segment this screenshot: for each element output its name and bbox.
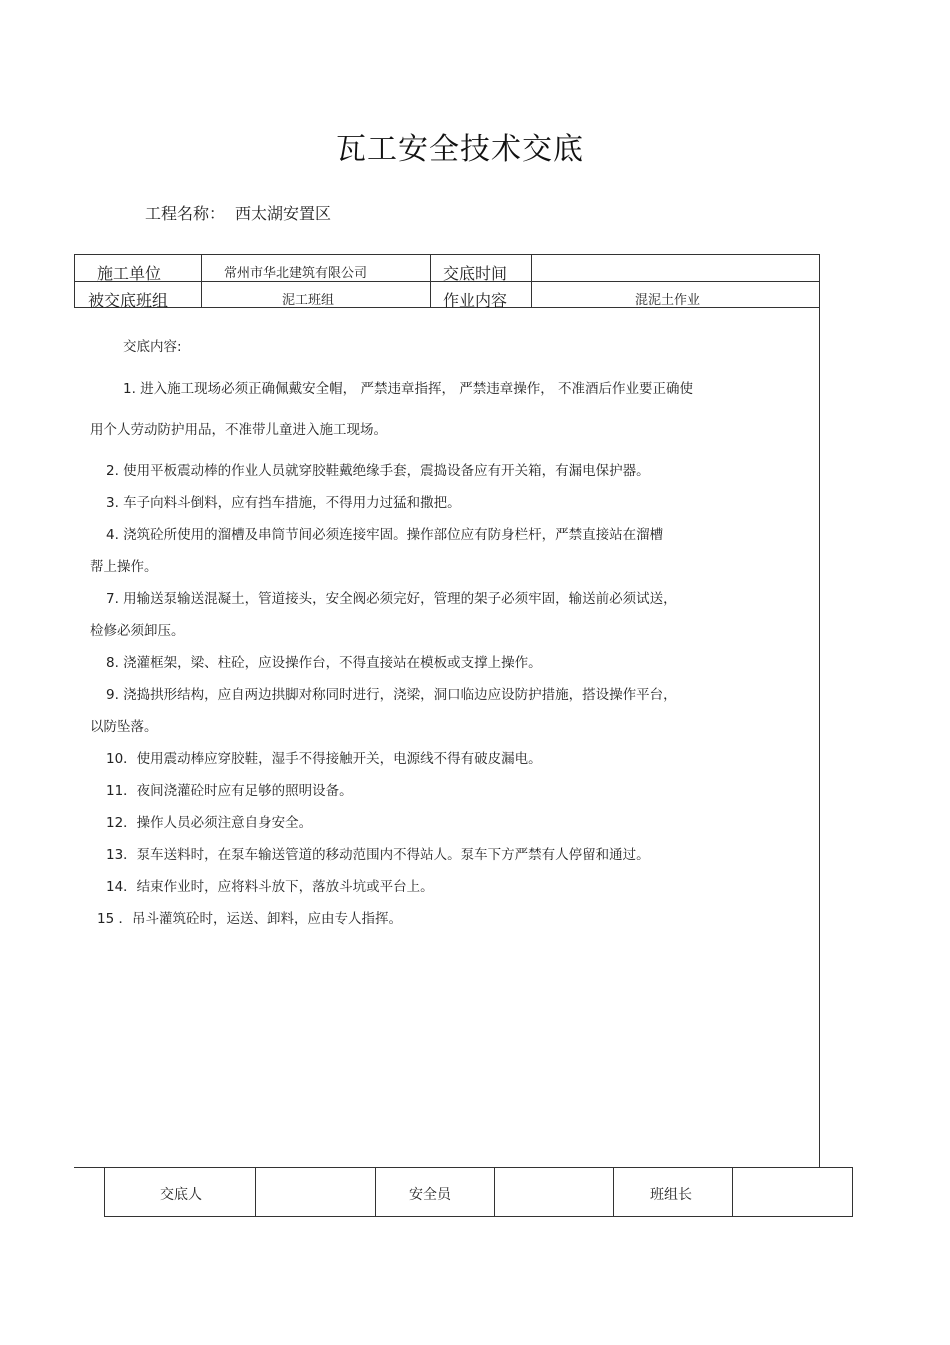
content-line: 1. 进入施工现场必须正确佩戴安全帽， 严禁违章指挥， 严禁违章操作， 不准酒后作业要正确使 (123, 381, 694, 397)
content-line: 4. 浇筑砼所使用的溜槽及串筒节间必须连接牢固。操作部位应有防身栏杆，严禁直接站在溜槽 (106, 527, 664, 543)
content-line: 2. 使用平板震动棒的作业人员就穿胶鞋戴绝缘手套，震捣设备应有开关箱，有漏电保护器。 (106, 463, 650, 479)
construction-unit-value: 常州市华北建筑有限公司 (224, 266, 368, 281)
disclosure-time-label: 交底时间 (443, 264, 508, 283)
document-title: 瓦工安全技术交底 (336, 132, 584, 167)
table-top-border (74, 254, 820, 255)
signature-left-border (104, 1167, 105, 1217)
table-left-border (74, 254, 75, 308)
content-heading: 交底内容: (123, 339, 182, 355)
signature-divider-2 (375, 1167, 376, 1217)
project-line (145, 201, 331, 224)
content-line: 14．结束作业时，应将料斗放下，落放斗坑或平台上。 (106, 879, 434, 895)
content-line: 用个人劳动防护用品，不准带儿童进入施工现场。 (90, 422, 387, 438)
signature-bottom-border (104, 1216, 853, 1217)
signature-divider-1 (255, 1167, 256, 1217)
content-line: 3. 车子向料斗倒料，应有挡车措施，不得用力过猛和撒把。 (106, 495, 461, 511)
content-line: 9. 浇捣拱形结构，应自两边拱脚对称同时进行，浇梁，洞口临边应设防护措施，搭设操作平台， (106, 687, 677, 703)
team-leader-label: 班组长 (650, 1187, 692, 1203)
table-col-divider-3 (531, 254, 532, 308)
receiving-team-label: 被交底班组 (88, 291, 169, 310)
content-line: 13．泵车送料时，在泵车输送管道的移动范围内不得站人。泵车下方严禁有人停留和通过。 (106, 847, 650, 863)
signature-top-border (74, 1167, 853, 1168)
project-name: 西太湖安置区 (235, 204, 332, 223)
content-line: 帮上操作。 (90, 559, 158, 575)
content-line: 检修必须卸压。 (90, 623, 185, 639)
signature-right-border (852, 1167, 853, 1217)
receiving-team-value: 泥工班组 (282, 293, 335, 308)
table-right-border (819, 254, 820, 1168)
content-line: 12．操作人员必须注意自身安全。 (106, 815, 313, 831)
table-col-divider-1 (201, 254, 202, 308)
signature-divider-5 (732, 1167, 733, 1217)
content-line: 10．使用震动棒应穿胶鞋，湿手不得接触开关，电源线不得有破皮漏电。 (106, 751, 542, 767)
construction-unit-label: 施工单位 (97, 264, 162, 283)
content-line: 11．夜间浇灌砼时应有足够的照明设备。 (106, 783, 353, 799)
content-line: 以防坠落。 (90, 719, 158, 735)
table-col-divider-2 (430, 254, 431, 308)
work-content-value: 混泥土作业 (635, 293, 701, 308)
content-line: 15 ．吊斗灌筑砼时，运送、卸料，应由专人指挥。 (97, 911, 402, 927)
signature-divider-3 (494, 1167, 495, 1217)
content-line: 8. 浇灌框架，梁、柱砼，应设操作台，不得直接站在模板或支撑上操作。 (106, 655, 542, 671)
content-line: 7. 用输送泵输送混凝土，管道接头，安全阀必须完好，管理的架子必须牢固，输送前必须试送， (106, 591, 677, 607)
project-label: 工程名称： (145, 204, 226, 223)
work-content-label: 作业内容 (443, 291, 508, 310)
safety-officer-label: 安全员 (409, 1187, 451, 1203)
discloser-label: 交底人 (160, 1187, 202, 1203)
signature-divider-4 (613, 1167, 614, 1217)
